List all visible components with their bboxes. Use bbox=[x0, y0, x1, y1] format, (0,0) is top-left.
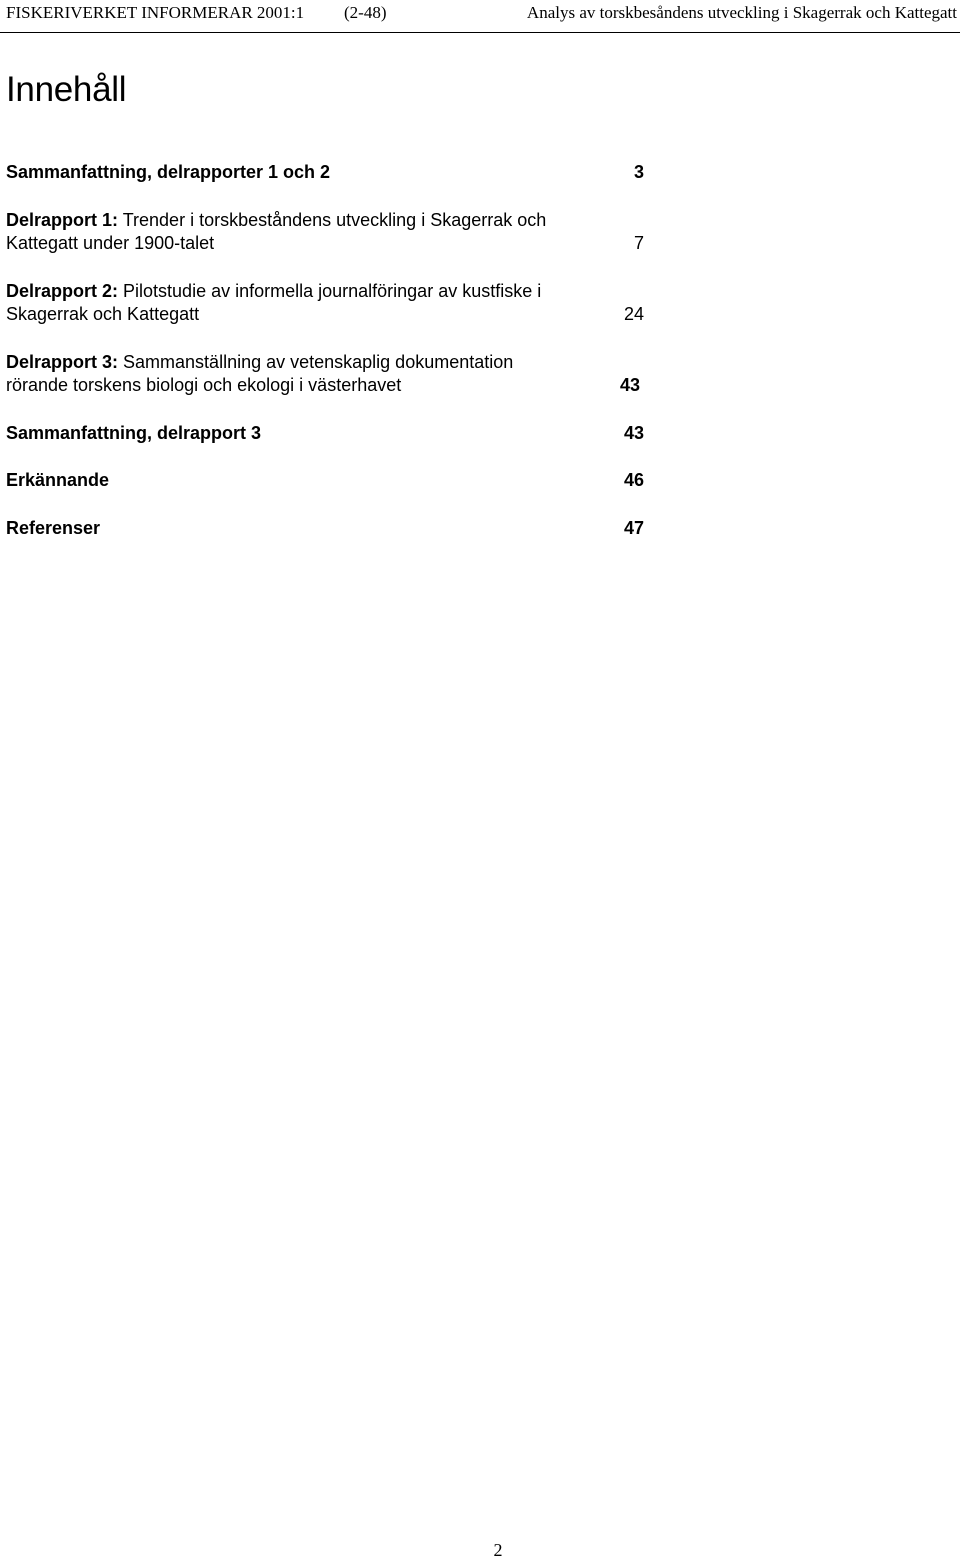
toc-entry-label: Delrapport 3: bbox=[6, 351, 119, 372]
toc-page-number: 24 bbox=[623, 304, 644, 324]
toc-entry-references[interactable] bbox=[6, 517, 646, 541]
toc-page-number: 3 bbox=[633, 162, 644, 182]
toc-entry-title-cont: Skagerrak och Kattegatt bbox=[6, 304, 200, 324]
toc-entry-title-cont: rörande torskens biologi och ekologi i västerhavet bbox=[6, 375, 402, 395]
toc-page-number: 7 bbox=[633, 233, 644, 253]
toc-entry-title: Sammanställning av vetenskaplig dokumentation bbox=[118, 351, 514, 372]
toc-entry-title: Sammanfattning, delrapporter 1 och 2 bbox=[6, 162, 331, 182]
toc-entry-title-cont: Kattegatt under 1900-talet bbox=[6, 233, 215, 253]
toc-entry-delrapport-2[interactable] bbox=[6, 280, 646, 327]
toc-page-number: 47 bbox=[623, 517, 644, 538]
toc-entry-acknowledgements[interactable] bbox=[6, 469, 646, 493]
header-publication: FISKERIVERKET INFORMERAR 2001:1 bbox=[6, 3, 305, 22]
page-title: Innehåll bbox=[6, 70, 127, 109]
toc-page-number: 43 bbox=[619, 375, 640, 395]
table-of-contents bbox=[6, 161, 646, 564]
toc-entry-delrapport-3[interactable] bbox=[6, 351, 646, 398]
toc-page-number: 43 bbox=[623, 422, 644, 443]
page-number: 2 bbox=[493, 1540, 503, 1560]
toc-entry-title: Trender i torskbeståndens utveckling i Skagerrak och bbox=[118, 209, 547, 230]
toc-entry-title: Referenser bbox=[6, 517, 101, 538]
toc-entry-summary-1-2[interactable] bbox=[6, 161, 646, 185]
toc-entry-label: Delrapport 2: bbox=[6, 280, 119, 301]
toc-entry-title: Sammanfattning, delrapport 3 bbox=[6, 422, 262, 443]
toc-entry-title: Pilotstudie av informella journalföringar av kustfiske i bbox=[118, 280, 542, 301]
running-header bbox=[0, 0, 960, 33]
header-page-range: (2-48) bbox=[344, 3, 387, 22]
toc-entry-delrapport-1[interactable] bbox=[6, 209, 646, 256]
toc-entry-title: Erkännande bbox=[6, 470, 110, 490]
toc-entry-label: Delrapport 1: bbox=[6, 209, 119, 230]
toc-page-number: 46 bbox=[623, 470, 644, 490]
header-report-title: Analys av torskbesåndens utveckling i Skagerrak och Kattegatt bbox=[526, 3, 957, 22]
toc-entry-summary-3[interactable] bbox=[6, 422, 646, 446]
